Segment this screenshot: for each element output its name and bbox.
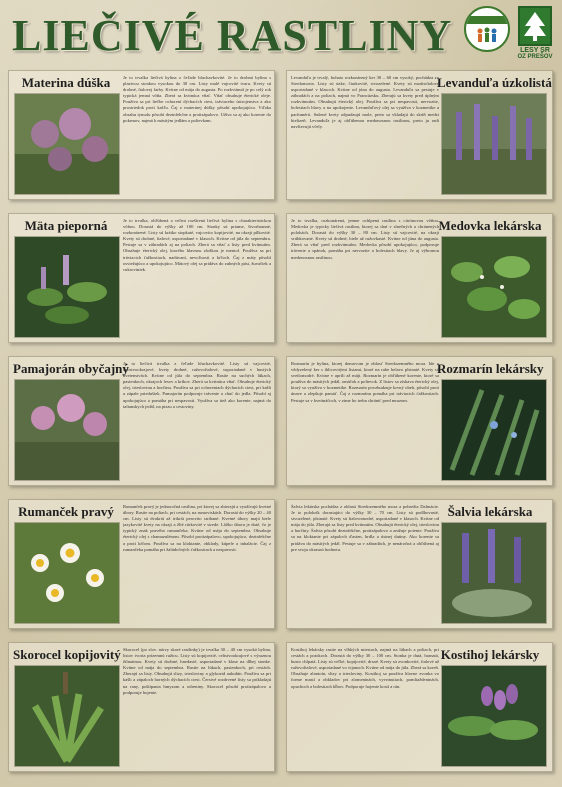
plant-description: Levanduľa je trvalý, bohato rozkonárený ker 30 – 60 cm vysoký, pochádza zo Stredomoria. Listy sú úzke, čiarkovité, sivozelené. Kvety sú modrofialové usporiadané v klasoch. Kvitne od júna do augusta. Levanduľa sa pestuje v záhradách a na poliach, najmä vo Francúzsku. Zberajú sa kvety pred úplným rozkvitnutím. Obsahujú éterický olej. Používa sa pri nespavosti, nervozite, bolestiach hlavy a na upokojenie. Levanduľový olej sa využíva v kozmetike a parfumérii. Sušené kvety odpudzujú mole, preto sa vkladajú do skríň medzi bielizeň. Levanduľa je aj obľúbenou medonosnou rastlinou, preto ju radi navštevujú včely. xyxy=(291,75,439,129)
plant-photo xyxy=(14,379,120,481)
plant-panel-pamajoran xyxy=(8,356,275,486)
plant-name: Pamajorán obyčajný xyxy=(13,361,129,376)
plant-name: Levanduľa úzkolistá xyxy=(437,75,552,90)
page-title: LIEČIVÉ RASTLINY xyxy=(12,11,453,60)
plant-panel-mata xyxy=(8,213,275,343)
plant-description: Je to liečivá trvalka z čeľade hluchavkovité. Listy sú vajcovité, celistvookrajové, kvety drobné, ružovofialové, usporiadané v hustých kvetenstvách. Kvitne od júla do septembra. Rastie na suchých lúkach, pasienkoch, okrajoch lesov a kríkov. Zberá sa kvitnúca vňať. Obsahuje éterický olej, trieslovinu a horčinu. Používa sa pri ochoreniach dýchacích ciest, pri kašli a zápale priedušiek. Pamajorán podporuje trávenie a chuť do jedla. Pôsobí aj upokojujúco a pomáha pri nespavosti. Využíva sa tiež ako korenie, najmä do talianskych jedál, na pizzu a cestoviny. xyxy=(123,361,271,409)
plant-panel-skorocel xyxy=(8,642,275,772)
plant-panel-medovka xyxy=(286,213,553,343)
lesy-sr-logo xyxy=(516,6,554,64)
plant-name: Mäta pieporná xyxy=(24,218,108,233)
plant-photo xyxy=(441,522,547,624)
plant-panel-rumancek xyxy=(8,499,275,629)
plant-description: Šalvia lekárska pochádza z oblasti Stredozemného mora a pobrežia Dalmácie. Je to polokrík dorastajúci do výšky 30 – 70 cm. Listy sú podlhovasté, sivozelené, plstnaté. Kvety sú fialovomodré, usporiadané v klasoch. Kvitne od mája do júla. Zberajú sa listy pred kvitnutím. Obsahujú éterický olej, trieslovinu a horčiny. Šalvia pôsobí dezinfekčne, protizápalovo a znižuje potenie. Používa sa na kloktanie pri zápaloch ďasien, hrdla a ústnej dutiny. Ako korenie sa pridáva do mäsitých jedál. Pestuje sa v záhradách, je nenáročná a obľúbená aj pre svoju okrasnú hodnotu. xyxy=(291,504,439,552)
plant-panel-materina-duska xyxy=(8,70,275,200)
plant-panel-levandula xyxy=(286,70,553,200)
plant-name: Materina dúška xyxy=(21,75,111,90)
lesy-sr-name: LESY SR xyxy=(520,47,550,54)
plant-photo xyxy=(14,522,120,624)
header xyxy=(0,0,562,66)
plant-photo xyxy=(441,665,547,767)
plant-name: Rozmarín lekársky xyxy=(437,361,544,376)
community-seal-icon xyxy=(464,6,510,52)
plant-photo xyxy=(441,236,547,338)
community-garden-logo xyxy=(462,6,510,62)
plant-photo xyxy=(14,665,120,767)
plant-panel-rozmarin xyxy=(286,356,553,486)
plant-name: Šalvia lekárska xyxy=(447,504,533,519)
plant-description: Kostihoj lekársky rastie na vlhkých miestach, najmä na lúkach a poliach, pri cestách a potokoch. Dorastá do výšky 30 – 100 cm. Stonka je dutá, hranatá, husto chlpatá. Listy sú veľké, kopijovité, drsné. Kvety sú zvonkovité, fialové až ružovofialové, usporiadané vo vijanoch. Kvitne od mája do júla. Zberá sa koreň. Obsahuje alantoín, slizy a triesloviny. Kostihoj sa používa hlavne zvonka vo forme mastí a obkladov pri zlomeninách, vyvrtnutiach, pomliaždeninách, opuchoch a bolestiach kĺbov. Podporuje hojenie kostí a rán. xyxy=(291,647,439,689)
plant-photo xyxy=(441,379,547,481)
plant-panel-kostihoj xyxy=(286,642,553,772)
plant-description: Rumanček pravý je jednoročná rastlina, pri ktorej sa zbierajú a využívajú kvetné úbory. Rastie na poliach, pri cestách, na rumoviskách. Dorastá do výšky 20 – 40 cm. Listy sú dvakrát až trikrát perovito strihané. Kvetné úbory majú biele jazykovité kvety na okraji a žlté rúrkovité v strede. Lôžko úboru je duté, čo je typický znak pravého rumančeka. Kvitne od mája do septembra. Obsahuje éterický olej s chamazulénom. Pôsobí protizápalovo, upokojujúco, dezinfekčne a proti kŕčom. Používa sa na kloktanie, obklady, kúpele a inhalácie. Čaj z rumančeka pomáha pri žalúdočných ťažkostiach a nespavosti. xyxy=(123,504,271,552)
forest-tree-icon xyxy=(518,6,552,46)
plant-panel-salvia xyxy=(286,499,553,629)
plant-name: Medovka lekárska xyxy=(438,218,542,233)
plant-description: Skorocel (po slov. nárvy skoré rastlinky) je trvalka 30 – 40 cm vysoká bylina, listov tvoria prízemnú ružicu. Listy sú kopijovité, celistvookrajové s výraznou žilnatinou. Kvety sú drobné, hnedasté, usporiadané v klase na dlhej stonke. Kvitne od mája do septembra. Rastie na lúkach, pasienkoch, pri cestách. Zberajú sa listy. Obsahujú slizy, triesloviny a glykozid aukubín. Používa sa pri kašli a zápaloch horných dýchacích ciest. Čerstvé rozdrvené listy sa prikladajú na rany, poštípania hmyzom a odreniny. Skorocel pôsobí protizápalovo a podporuje hojenie. xyxy=(123,647,271,695)
plant-description: Je to trvalka liečivá bylina z čeľade hluchavkovité. Je to drobná bylina s plazivou stonkou vysokou do 30 cm. Listy malé vajcovité tvaru. Kvety sú drobné, fialovej farby. Kvitne od mája do augusta. Po rozkvitnutí je po celý rok typická jemná vôňa. Zberá sa kvitnúca vňať. Vňať obsahuje éterické oleje. Používa sa pri liečbe ochorení dýchacích ciest, tráviaceho ústrojenstva a ako prostriedok proti kašľu. Čaj z materinej dúšky pôsobí upokojujúco. Vďaka obsahu tymolu pôsobí dezinfekčne a protizápalovo. Užíva sa aj ako korenie do pokrmov, najmä k mäsitým jedlám a polievkam. xyxy=(123,75,271,123)
plant-description: Rozmarín je bylina, ktorej domovom je oblasť Stredozemného mora. Ide o vždyzelený ker s ihlicovitými listami, ktoré na rube belavo plstnaté. Kvety sú svetlomodré. Kvitne v apríli až máji. Rozmarín je obľúbené korenie, ktoré sa používa do mäsitých jedál, omáčok a polievok. Z listov sa získava éterický olej, ktorý sa využíva v kozmetike. Rozmarín povzbudzuje krvný obeh, pôsobí proti únave a zlepšuje pamäť. Čaj z rozmarínu pomáha pri tráviacich ťažkostiach. Pestuje sa v kvetináčoch, v zime ho treba chrániť pred mrazom. xyxy=(291,361,439,403)
plant-photo xyxy=(14,236,120,338)
lesy-sr-unit: OZ PREŠOV xyxy=(517,54,553,60)
plant-description: Je to trvalka, obľúbená a veľmi rozšírená liečivá bylina s charakteristickou vôňou. Dorastá do výšky až 100 cm. Stonky sú priame, štvorhranné, rozkonárené. Listy sú krátko stopkaté, vajcovito kopijovité, na okraji pílkovité. Kvety sú drobné, fialové, usporiadané v klasoch. Kvitne od júla do septembra. Pestuje sa v záhradách aj na poliach. Zberá sa vňať a listy pred kvitnutím. Obsahuje éterický olej, ktorého hlavnou zložkou je mentol. Používa sa pri tráviacich ťažkostiach, nadúvaní, nevoľnosti a kŕčoch. Čaj z mäty pôsobí osviežujúco a upokojujúco. Mätový olej sa pridáva do zubných pást, žuvačiek a cukroviniek. xyxy=(123,218,271,272)
plant-photo xyxy=(441,93,547,195)
plant-name: Kostihoj lekársky xyxy=(440,647,540,662)
plant-photo xyxy=(14,93,120,195)
plant-description: Je to trvalka, rozkonárená, jemne ochlpená rastlina s citrónovou vôňou. Medovka je typicky liečivá rastlina, ktorej sa darí v slnečných a chránených polohách. Dorastá do výšky 30 – 80 cm. Listy sú vajcovité, na okraji vrúbkované. Kvety sú drobné, biele až ružovkasté. Kvitne od júna do augusta. Zberá sa vňať pred rozkvitnutím. Medovka pôsobí upokojujúco, podporuje trávenie a spánok, pomáha pri nervozite a bolestiach hlavy. Je aj výbornou medonosnou rastlinou. xyxy=(291,218,439,260)
plant-name: Skorocel kopijovitý xyxy=(13,647,121,662)
plant-name: Rumanček pravý xyxy=(18,504,114,519)
